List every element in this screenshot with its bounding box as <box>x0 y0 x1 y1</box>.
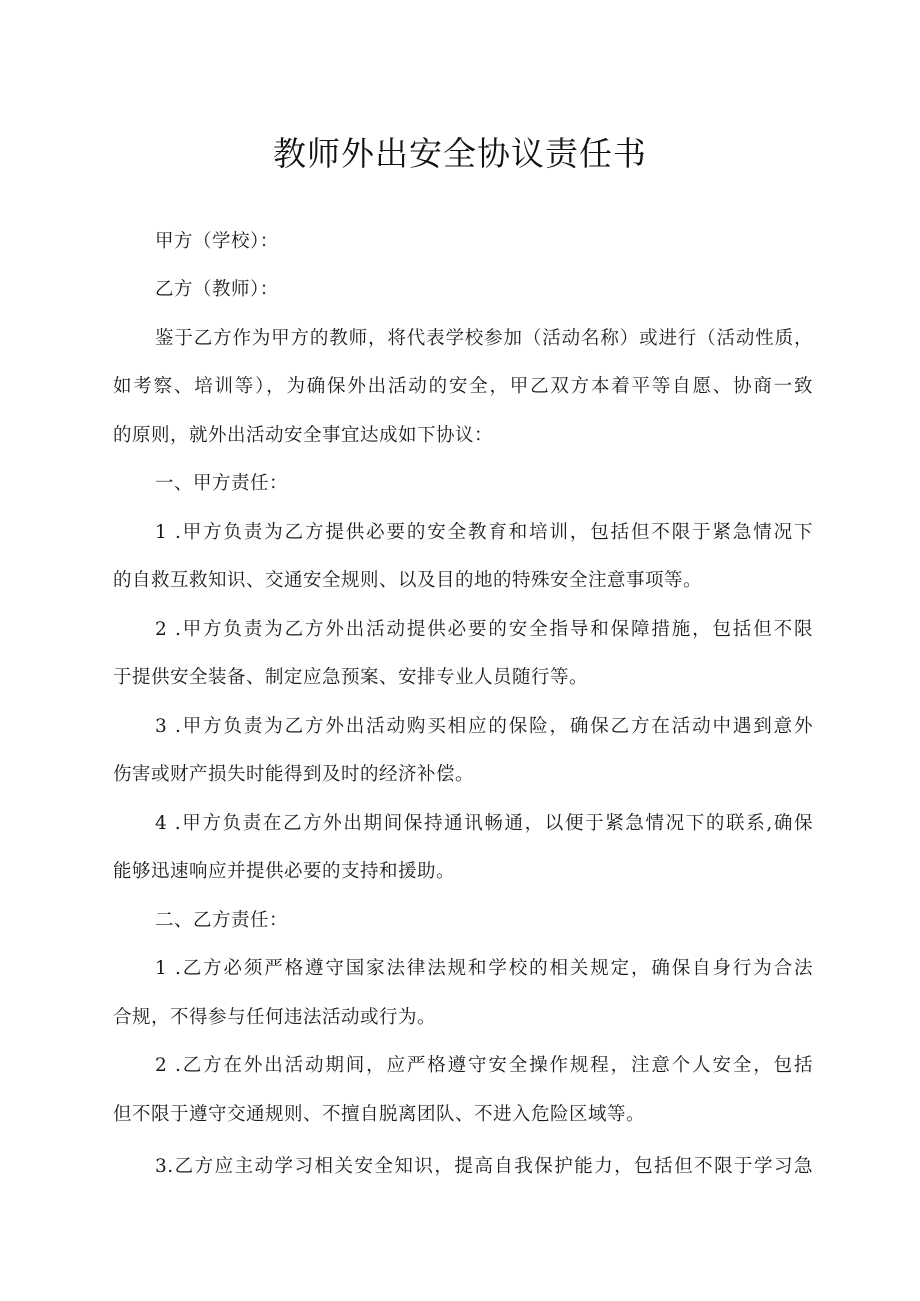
party-b-line: 乙方（教师）： <box>155 279 279 300</box>
clause-b1-line-1: 1 .乙方必须严格遵守国家法律法规和学校的相关规定，确保自身行为合法 <box>155 958 813 979</box>
preamble-line-3: 的原则，就外出活动安全事宜达成如下协议： <box>113 425 494 446</box>
section-heading-party-a: 一、甲方责任： <box>155 473 289 494</box>
clause-a4-line-1: 4 .甲方负责在乙方外出期间保持通讯畅通，以便于紧急情况下的联系,确保 <box>155 813 813 834</box>
clause-a2-line-2: 于提供安全装备、制定应急预案、安排专业人员随行等。 <box>113 667 589 688</box>
clause-a1-line-2: 的自救互救知识、交通安全规则、以及目的地的特殊安全注意事项等。 <box>113 570 703 591</box>
clause-a4-line-2: 能够迅速响应并提供必要的支持和援助。 <box>113 861 456 882</box>
clause-b2-line-2: 但不限于遵守交通规则、不擅自脱离团队、不进入危险区域等。 <box>113 1104 646 1125</box>
document-title: 教师外出安全协议责任书 <box>273 134 647 173</box>
clause-a2-line-1: 2 .甲方负责为乙方外出活动提供必要的安全指导和保障措施，包括但不限 <box>155 619 813 640</box>
preamble-line-1: 鉴于乙方作为甲方的教师，将代表学校参加（活动名称）或进行（活动性质， <box>155 328 813 349</box>
clause-b1-line-2: 合规，不得参与任何违法活动或行为。 <box>113 1007 437 1028</box>
clause-b2-line-1: 2 .乙方在外出活动期间，应严格遵守安全操作规程，注意个人安全，包括 <box>155 1055 813 1076</box>
clause-a1-line-1: 1 .甲方负责为乙方提供必要的安全教育和培训，包括但不限于紧急情况下 <box>155 522 813 543</box>
clause-a3-line-2: 伤害或财产损失时能得到及时的经济补偿。 <box>113 764 475 785</box>
clause-a3-line-1: 3 .甲方负责为乙方外出活动购买相应的保险，确保乙方在活动中遇到意外 <box>155 716 813 737</box>
party-a-line: 甲方（学校）： <box>155 231 279 252</box>
preamble-line-2: 如考察、培训等），为确保外出活动的安全，甲乙双方本着平等自愿、协商一致 <box>113 376 813 397</box>
section-heading-party-b: 二、乙方责任： <box>155 910 289 931</box>
clause-b3-line-1: 3.乙方应主动学习相关安全知识，提高自我保护能力，包括但不限于学习急 <box>155 1156 813 1177</box>
